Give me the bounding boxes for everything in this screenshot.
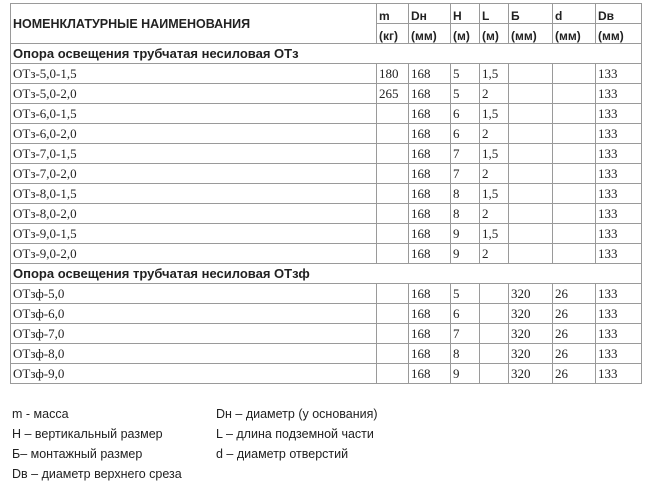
legend-dn: Dн – диаметр (у основания) [216,407,378,421]
cell-d: 26 [553,364,596,384]
cell-d [553,184,596,204]
cell-dn: 168 [409,364,451,384]
cell-d [553,64,596,84]
cell-b [509,84,553,104]
cell-name: ОТзф-9,0 [11,364,377,384]
cell-b: 320 [509,344,553,364]
table-row [11,344,642,364]
cell-b [509,184,553,204]
cell-dn: 168 [409,284,451,304]
cell-l: 2 [480,84,509,104]
col-m-label: m [377,4,409,24]
cell-l: 1,5 [480,184,509,204]
cell-name: ОТз-7,0-1,5 [11,144,377,164]
legend-m: m - масса [12,407,69,421]
section-row [11,264,642,284]
cell-b [509,104,553,124]
cell-m [377,224,409,244]
cell-d [553,224,596,244]
cell-d: 26 [553,324,596,344]
table-row [11,304,642,324]
col-m-unit: (кг) [377,24,409,44]
cell-h: 8 [451,344,480,364]
cell-m [377,324,409,344]
cell-dn: 168 [409,244,451,264]
cell-l: 1,5 [480,144,509,164]
table-row [11,364,642,384]
cell-l: 2 [480,204,509,224]
table-row [11,144,642,164]
cell-name: ОТзф-7,0 [11,324,377,344]
cell-m [377,364,409,384]
col-dn-label: Dн [409,4,451,24]
cell-dv: 133 [596,184,642,204]
cell-d: 26 [553,344,596,364]
col-b-label: Б [509,4,553,24]
table-row [11,244,642,264]
cell-b [509,224,553,244]
cell-h: 6 [451,104,480,124]
cell-dn: 168 [409,304,451,324]
cell-name: ОТз-6,0-2,0 [11,124,377,144]
cell-m: 265 [377,84,409,104]
cell-h: 7 [451,144,480,164]
cell-b [509,64,553,84]
section-row [11,44,642,64]
cell-m [377,124,409,144]
cell-m [377,344,409,364]
cell-d [553,84,596,104]
table-row [11,104,642,124]
cell-l [480,364,509,384]
table-row [11,224,642,244]
cell-dv: 133 [596,224,642,244]
section-title: Опора освещения трубчатая несиловая ОТзф [11,264,642,284]
cell-d [553,124,596,144]
table-row [11,324,642,344]
cell-l [480,344,509,364]
cell-h: 5 [451,284,480,304]
cell-m [377,284,409,304]
spec-table-body [11,44,642,384]
cell-dn: 168 [409,124,451,144]
cell-dn: 168 [409,84,451,104]
cell-m [377,104,409,124]
col-dv-unit: (мм) [596,24,642,44]
cell-l [480,304,509,324]
cell-dn: 168 [409,164,451,184]
cell-b [509,244,553,264]
col-d-label: d [553,4,596,24]
cell-dv: 133 [596,364,642,384]
legend-d: d – диаметр отверстий [216,447,349,461]
cell-b [509,144,553,164]
cell-h: 8 [451,184,480,204]
cell-l: 2 [480,244,509,264]
cell-h: 6 [451,304,480,324]
cell-b [509,164,553,184]
col-l-unit: (м) [480,24,509,44]
cell-dn: 168 [409,344,451,364]
cell-dv: 133 [596,304,642,324]
cell-l: 1,5 [480,64,509,84]
cell-name: ОТз-7,0-2,0 [11,164,377,184]
cell-d [553,204,596,224]
table-row [11,204,642,224]
table-row [11,184,642,204]
cell-dv: 133 [596,144,642,164]
table-row [11,164,642,184]
cell-d [553,144,596,164]
cell-m [377,144,409,164]
cell-name: ОТз-8,0-1,5 [11,184,377,204]
cell-dn: 168 [409,104,451,124]
cell-b: 320 [509,284,553,304]
cell-d: 26 [553,304,596,324]
cell-dv: 133 [596,84,642,104]
cell-d [553,104,596,124]
cell-name: ОТз-5,0-2,0 [11,84,377,104]
cell-dn: 168 [409,224,451,244]
cell-m [377,304,409,324]
table-row [11,84,642,104]
section-title: Опора освещения трубчатая несиловая ОТз [11,44,642,64]
cell-m [377,244,409,264]
legend-dv: Dв – диаметр верхнего среза [12,467,182,481]
cell-dn: 168 [409,184,451,204]
col-h-label: H [451,4,480,24]
cell-h: 5 [451,64,480,84]
cell-h: 8 [451,204,480,224]
cell-h: 5 [451,84,480,104]
cell-h: 6 [451,124,480,144]
cell-dv: 133 [596,244,642,264]
cell-dv: 133 [596,344,642,364]
cell-name: ОТзф-8,0 [11,344,377,364]
cell-l [480,284,509,304]
cell-dv: 133 [596,64,642,84]
cell-dn: 168 [409,324,451,344]
cell-l: 2 [480,124,509,144]
header-row-labels [11,4,642,24]
table-row [11,284,642,304]
cell-dn: 168 [409,144,451,164]
cell-dv: 133 [596,324,642,344]
cell-dv: 133 [596,104,642,124]
table-row [11,64,642,84]
cell-name: ОТз-8,0-2,0 [11,204,377,224]
cell-l: 2 [480,164,509,184]
cell-b: 320 [509,364,553,384]
cell-name: ОТз-6,0-1,5 [11,104,377,124]
cell-dv: 133 [596,204,642,224]
cell-b: 320 [509,324,553,344]
legend-l: L – длина подземной части [216,427,374,441]
cell-dv: 133 [596,124,642,144]
cell-b [509,204,553,224]
cell-b: 320 [509,304,553,324]
cell-dv: 133 [596,164,642,184]
header-name: НОМЕНКЛАТУРНЫЕ НАИМЕНОВАНИЯ [11,4,377,44]
spec-table [10,3,642,384]
col-d-unit: (мм) [553,24,596,44]
cell-dv: 133 [596,284,642,304]
col-dv-label: Dв [596,4,642,24]
cell-name: ОТз-9,0-2,0 [11,244,377,264]
col-l-label: L [480,4,509,24]
cell-h: 9 [451,244,480,264]
cell-h: 7 [451,164,480,184]
cell-m [377,204,409,224]
cell-dn: 168 [409,204,451,224]
cell-m [377,164,409,184]
cell-d [553,244,596,264]
cell-h: 7 [451,324,480,344]
cell-name: ОТз-5,0-1,5 [11,64,377,84]
cell-dn: 168 [409,64,451,84]
cell-d: 26 [553,284,596,304]
cell-m: 180 [377,64,409,84]
cell-m [377,184,409,204]
cell-name: ОТзф-5,0 [11,284,377,304]
cell-l: 1,5 [480,104,509,124]
col-dn-unit: (мм) [409,24,451,44]
cell-d [553,164,596,184]
cell-h: 9 [451,364,480,384]
legend-b: Б– монтажный размер [12,447,143,461]
cell-h: 9 [451,224,480,244]
cell-name: ОТзф-6,0 [11,304,377,324]
legend-h: H – вертикальный размер [12,427,163,441]
col-h-unit: (м) [451,24,480,44]
cell-name: ОТз-9,0-1,5 [11,224,377,244]
col-b-unit: (мм) [509,24,553,44]
cell-l: 1,5 [480,224,509,244]
cell-b [509,124,553,144]
cell-l [480,324,509,344]
table-row [11,124,642,144]
